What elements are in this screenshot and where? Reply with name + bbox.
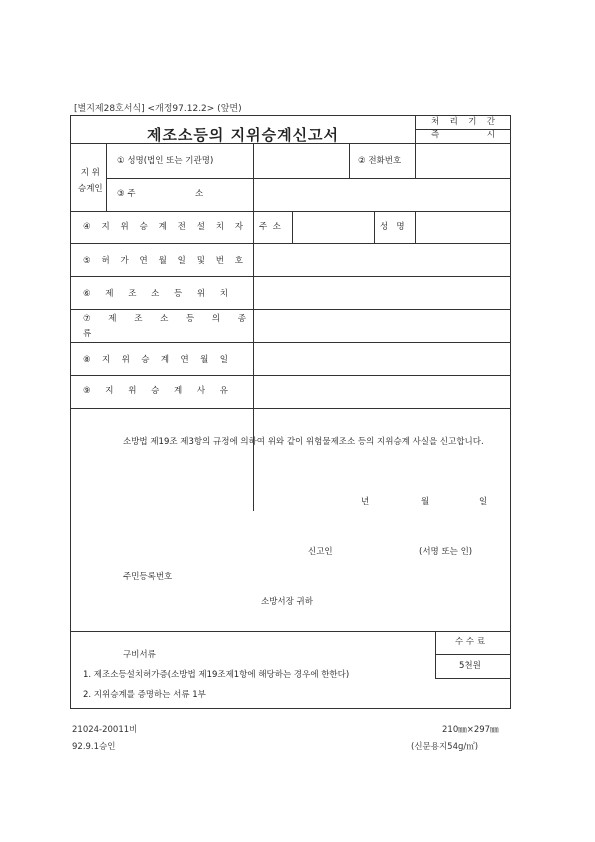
prev-name-field[interactable] — [416, 212, 510, 242]
prev-name-label: 성 명 — [380, 222, 405, 232]
phone-label: ② 전화번호 — [358, 156, 402, 166]
fee-value: 5천원 — [459, 661, 481, 671]
date-month-label: 월 — [421, 497, 430, 507]
processing-period-value: 즉 시 — [431, 130, 495, 140]
prev-address-field[interactable] — [293, 212, 373, 242]
permit-field[interactable] — [254, 244, 510, 276]
reporter-label: 신고인 — [308, 547, 333, 557]
successor-name-label: ① 성명(법인 또는 기관명) — [117, 156, 214, 166]
type-field[interactable] — [254, 310, 510, 342]
fee-label: 수 수 료 — [455, 637, 486, 647]
form-reference: [별지제28호서식] <개정97.12.2> (앞면) — [74, 104, 242, 114]
succession-reason-label: ⑨ 지 위 승 계 사 유 — [83, 386, 228, 396]
succession-date-field[interactable] — [254, 343, 510, 375]
location-label: ⑥ 제 조 소 등 위 치 — [83, 289, 228, 299]
permit-label: ⑤ 허 가 연 월 일 및 번 호 — [83, 256, 243, 266]
footer-approval: 92.9.1승인 — [72, 742, 116, 752]
location-field[interactable] — [254, 277, 510, 309]
prev-installer-label: ④ 지 위 승 계 전 설 치 자 — [83, 222, 243, 232]
footer-form-number: 21024-20011비 — [72, 725, 138, 735]
date-year-label: 년 — [361, 497, 370, 507]
prev-address-label: 주 소 — [259, 222, 281, 232]
successor-label: 지 위 승계인 — [78, 168, 103, 194]
successor-address-label: ③ 주 소 — [117, 189, 204, 199]
signature-label: (서명 또는 인) — [419, 547, 473, 557]
required-doc-item: 2. 지위승계를 증명하는 서류 1부 — [83, 690, 206, 700]
type-label: ⑦ 제 조 소 등 의 종 — [83, 314, 246, 324]
succession-date-label: ⑧ 지 위 승 계 연 월 일 — [83, 355, 228, 365]
addressee-text: 소방서장 귀하 — [261, 597, 313, 607]
successor-address-field[interactable] — [254, 179, 510, 211]
report-form — [70, 115, 511, 709]
footer-paper-size: 210㎜×297㎜ — [442, 725, 499, 735]
statement-text: 소방법 제19조 제3항의 규정에 의하여 위와 같이 위험물제조소 등의 지위승계 사실을 신고합니다. — [123, 437, 484, 447]
required-doc-item: 1. 제조소등설치허가증(소방법 제19조제1항에 해당하는 경우에 한한다) — [83, 670, 350, 680]
resident-number-label: 주민등록번호 — [123, 572, 173, 582]
footer-paper-type: (신문용지54g/㎡) — [411, 742, 479, 752]
successor-name-field[interactable] — [254, 144, 348, 177]
date-day-label: 일 — [479, 497, 488, 507]
form-title: 제조소등의 지위승계신고서 — [146, 126, 340, 144]
type-label-wrap: 류 — [83, 329, 92, 339]
processing-period-label: 처 리 기 간 — [431, 117, 495, 127]
succession-reason-field[interactable] — [254, 376, 510, 408]
phone-field[interactable] — [416, 144, 510, 177]
required-docs-title: 구비서류 — [123, 650, 156, 660]
